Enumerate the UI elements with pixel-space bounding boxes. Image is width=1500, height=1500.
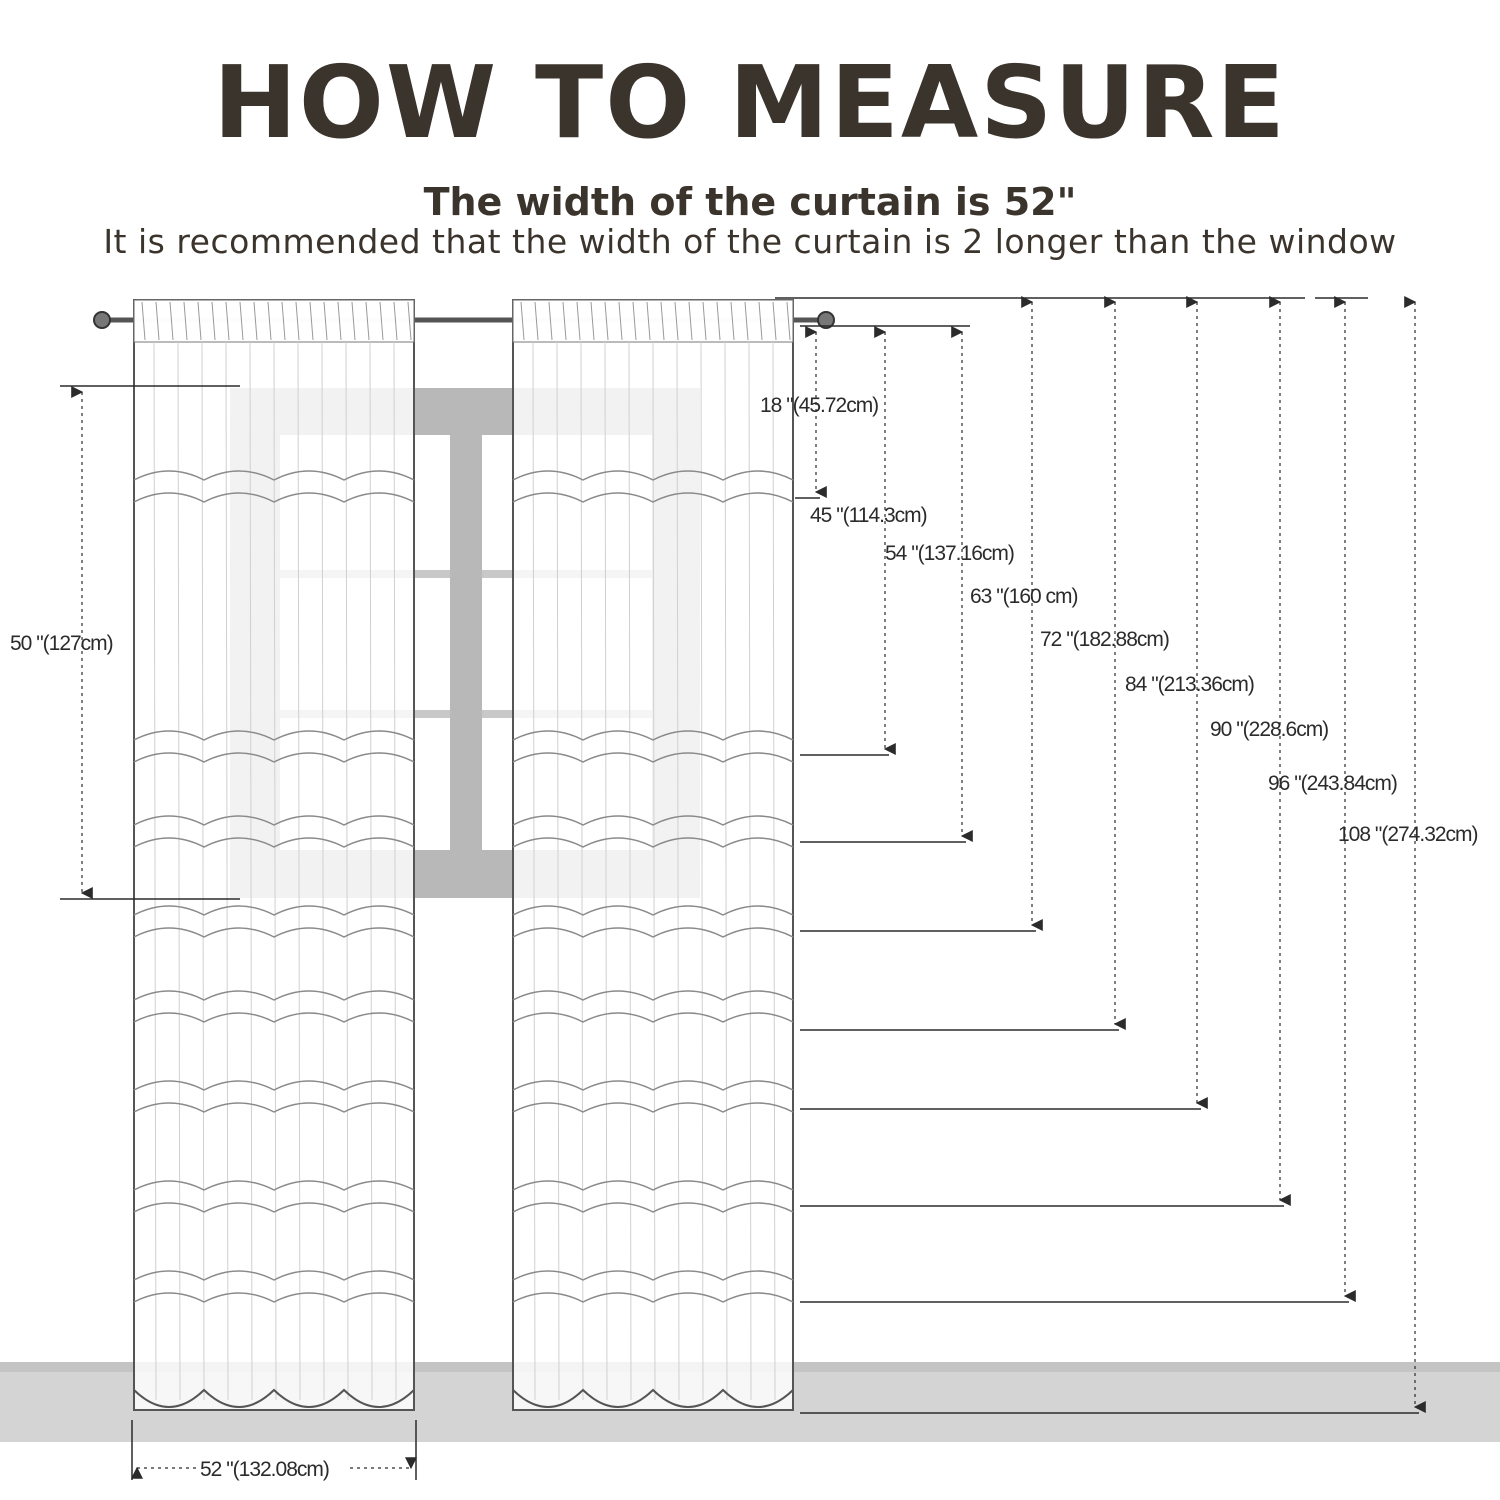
length-label-54: 54 "(137.16cm) (885, 542, 1014, 565)
length-label-63: 63 "(160 cm) (970, 585, 1078, 608)
length-measurements (760, 302, 1478, 1413)
length-label-84: 84 "(213.36cm) (1125, 673, 1254, 696)
length-dimension-96 (800, 302, 1397, 1302)
curtain-width-label: 52 "(132.08cm) (200, 1458, 329, 1481)
length-label-90: 90 "(228.6cm) (1210, 718, 1329, 741)
length-label-72: 72 "(182.88cm) (1040, 628, 1169, 651)
page-title: HOW TO MEASURE (213, 44, 1287, 161)
length-dimension-108 (800, 302, 1478, 1413)
length-label-108: 108 "(274.32cm) (1338, 823, 1478, 846)
curtain-width-subtitle: The width of the curtain is 52" (423, 180, 1077, 224)
length-label-96: 96 "(243.84cm) (1268, 772, 1397, 795)
curtain-panel-right (513, 300, 793, 1410)
length-dimension-84 (800, 302, 1254, 1109)
recommendation-note: It is recommended that the width of the curtain is 2 longer than the window (103, 222, 1397, 261)
window-height-label: 50 "(127cm) (10, 632, 113, 655)
curtain-panel-left (134, 300, 414, 1410)
length-label-18: 18 "(45.72cm) (760, 394, 879, 417)
length-label-45: 45 "(114.3cm) (810, 504, 927, 527)
length-dimension-90 (800, 302, 1328, 1206)
